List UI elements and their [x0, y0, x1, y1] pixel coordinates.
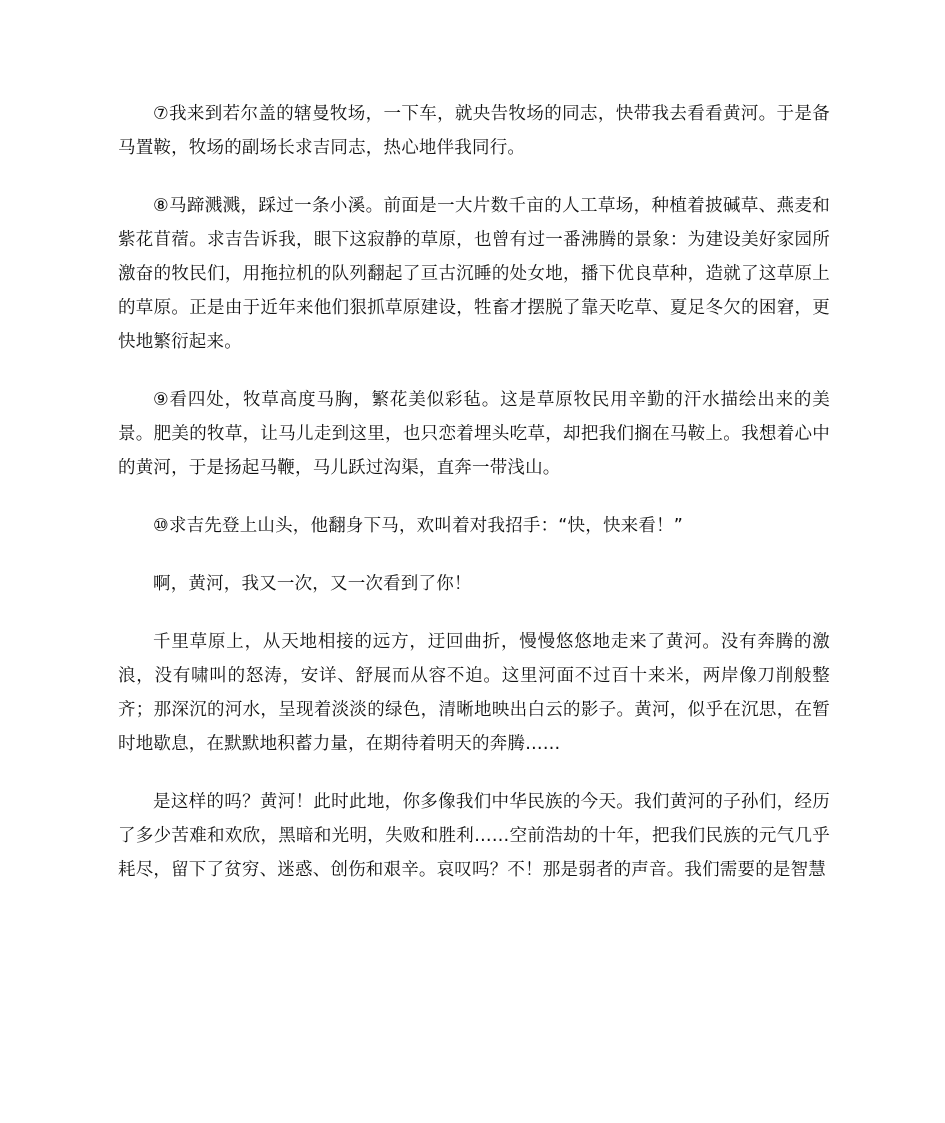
- paragraph-reflection: 是这样的吗？黄河！此时此地，你多像我们中华民族的今天。我们黄河的子孙们，经历了多少苦难和欢欣，黑暗和光明，失败和胜利……空前浩劫的十年，把我们民族的元气几乎耗尽，留下了贫穷、迷惑、创伤和艰辛。哀叹吗？不！那是弱者的声音。我们需要的是智慧: [118, 792, 830, 880]
- paragraph-exclamation: 啊，黄河，我又一次，又一次看到了你！: [153, 574, 472, 594]
- paragraph-yellow-river: 千里草原上，从天地相接的远方，迂回曲折，慢慢悠悠地走来了黄河。没有奔腾的激浪，没有啸叫的怒涛，安详、舒展而从容不迫。这里河面不过百十来米，两岸像刀削般整齐；那深沉的河水，呈现着淡淡的绿色，清晰地映出白云的影子。黄河，似乎在沉思，在暂时地歇息，在默默地积蓄力量，在期待着明天的奔腾……: [118, 632, 830, 754]
- paragraph-10: ⑩求吉先登上山头，他翻身下马，欢叫着对我招手：“快，快来看！”: [153, 516, 684, 536]
- paragraph-9: ⑨看四处，牧草高度马胸，繁花美似彩毡。这是草原牧民用辛勤的汗水描绘出来的美景。肥美的牧草，让马儿走到这里，也只恋着埋头吃草，却把我们搁在马鞍上。我想着心中的黄河，于是扬起马鞭，马儿跃过沟渠，直奔一带浅山。: [118, 390, 830, 478]
- paragraph-7: ⑦我来到若尔盖的辖曼牧场，一下车，就央告牧场的同志，快带我去看看黄河。于是备马置鞍，牧场的副场长求吉同志，热心地伴我同行。: [118, 104, 830, 158]
- document-body: [118, 97, 830, 911]
- paragraph-8: ⑧马蹄溅溅，踩过一条小溪。前面是一大片数千亩的人工草场，种植着披碱草、燕麦和紫花苜蓿。求吉告诉我，眼下这寂静的草原，也曾有过一番沸腾的景象：为建设美好家园所激奋的牧民们，用拖拉机的队列翻起了亘古沉睡的处女地，播下优良草种，造就了这草原上的草原。正是由于近年来他们狠抓草原建设，牲畜才摆脱了靠天吃草、夏足冬欠的困窘，更快地繁衍起来。: [118, 196, 830, 352]
